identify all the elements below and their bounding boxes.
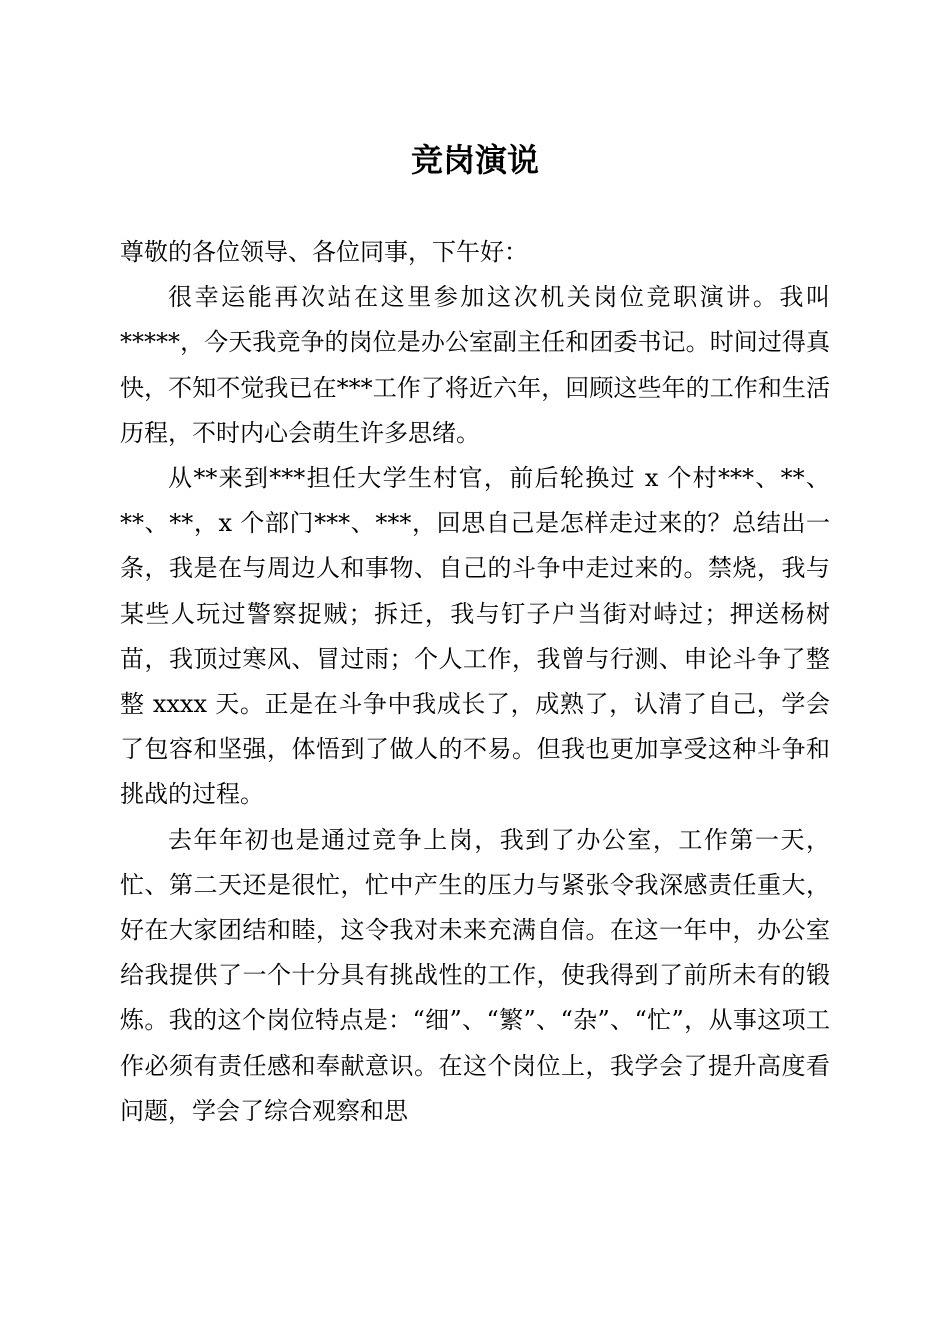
document-title: 竞岗演说: [410, 141, 539, 179]
paragraph-1: 很幸运能再次站在这里参加这次机关岗位竞职演讲。我叫*****，今天我竞争的岗位是办公室副主任和团委书记。时间过得真快，不知不觉我已在***工作了将近六年，回顾这些年的工作和生活历程，不时内心会萌生许多思绪。: [120, 283, 830, 447]
paragraph-2: 从**来到***担任大学生村官，前后轮换过 x 个村***、**、**、**，x 个部门***、***，回思自己是怎样走过来的？总结出一条，我是在与周边人和事物、自己的斗争中走过来的。禁烧，我与某些人玩过警察捉贼；拆迁，我与钉子户当街对峙过；押送杨树苗，我顶过寒风、冒过雨；个人工作，我曾与行测、申论斗争了整整 xxxx 天。正是在斗争中我成长了，成熟了，认清了自己，学会了包容和坚强，体悟到了做人的不易。但我也更加享受这种斗争和挑战的过程。: [120, 464, 830, 809]
document-body: [120, 230, 830, 1134]
salutation-line: 尊敬的各位领导、各位同事，下午好：: [120, 238, 528, 266]
paragraph-3: 去年年初也是通过竞争上岗，我到了办公室，工作第一天，忙、第二天还是很忙，忙中产生的压力与紧张令我深感责任重大，好在大家团结和睦，这令我对未来充满自信。在这一年中，办公室给我提供了一个十分具有挑战性的工作，使我得到了前所未有的锻炼。我的这个岗位特点是：“细”、“繁”、“杂”、“忙”，从事这项工作必须有责任感和奉献意识。在这个岗位上，我学会了提升高度看问题，学会了综合观察和思: [120, 825, 830, 1125]
